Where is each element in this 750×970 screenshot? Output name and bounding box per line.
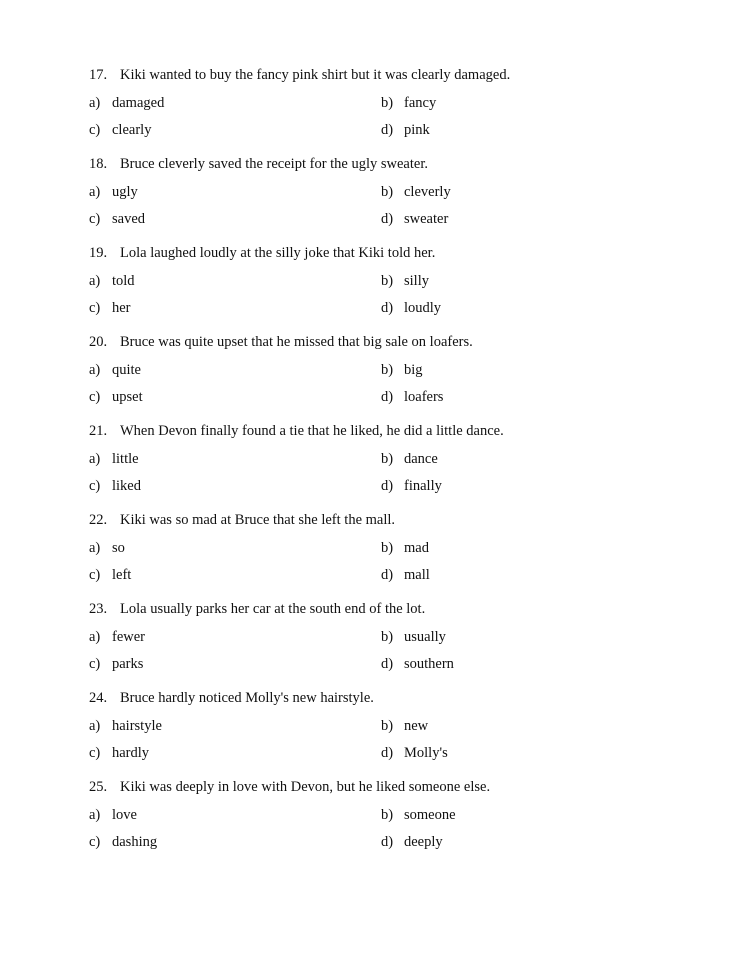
question-line bbox=[89, 66, 689, 84]
option-row bbox=[89, 299, 689, 317]
option-row bbox=[89, 121, 689, 139]
option-row bbox=[89, 833, 689, 851]
question-number: 18. bbox=[89, 156, 108, 172]
question-sentence: Kiki was so mad at Bruce that she left the mall. bbox=[120, 512, 396, 528]
question-number: 23. bbox=[89, 601, 108, 617]
option-a[interactable]: a) told bbox=[89, 273, 135, 289]
option-a[interactable]: a) ugly bbox=[89, 184, 138, 200]
option-row bbox=[89, 477, 689, 495]
option-c[interactable]: c) hardly bbox=[89, 745, 150, 761]
question-25 bbox=[89, 778, 689, 851]
question-number: 24. bbox=[89, 690, 108, 706]
option-a[interactable]: a) hairstyle bbox=[89, 718, 162, 734]
question-line bbox=[89, 155, 689, 173]
option-row bbox=[89, 628, 689, 646]
question-line bbox=[89, 422, 689, 440]
option-a[interactable]: a) fewer bbox=[89, 629, 146, 645]
option-c[interactable]: c) dashing bbox=[89, 834, 158, 850]
option-d[interactable]: d) Molly's bbox=[381, 745, 448, 761]
option-b[interactable]: b) mad bbox=[381, 540, 429, 556]
question-sentence: Kiki was deeply in love with Devon, but he liked someone else. bbox=[120, 779, 491, 795]
question-number: 22. bbox=[89, 512, 108, 528]
option-row bbox=[89, 566, 689, 584]
option-row bbox=[89, 717, 689, 735]
option-d[interactable]: d) loudly bbox=[381, 300, 442, 316]
option-a[interactable]: a) little bbox=[89, 451, 139, 467]
question-20 bbox=[89, 333, 689, 406]
question-line bbox=[89, 244, 689, 262]
question-sentence: Lola laughed loudly at the silly joke that Kiki told her. bbox=[120, 245, 436, 261]
option-d[interactable]: d) pink bbox=[381, 122, 430, 138]
option-row bbox=[89, 94, 689, 112]
option-d[interactable]: d) sweater bbox=[381, 211, 449, 227]
option-d[interactable]: d) finally bbox=[381, 478, 442, 494]
option-row bbox=[89, 272, 689, 290]
question-sentence: Bruce was quite upset that he missed that big sale on loafers. bbox=[120, 334, 473, 350]
question-23 bbox=[89, 600, 689, 673]
question-line bbox=[89, 333, 689, 351]
option-c[interactable]: c) saved bbox=[89, 211, 146, 227]
question-sentence: When Devon finally found a tie that he liked, he did a little dance. bbox=[120, 423, 504, 439]
option-c[interactable]: c) clearly bbox=[89, 122, 152, 138]
option-a[interactable]: a) quite bbox=[89, 362, 141, 378]
question-number: 20. bbox=[89, 334, 108, 350]
option-b[interactable]: b) someone bbox=[381, 807, 456, 823]
option-d[interactable]: d) loafers bbox=[381, 389, 444, 405]
question-line bbox=[89, 778, 689, 796]
option-b[interactable]: b) new bbox=[381, 718, 429, 734]
question-line bbox=[89, 511, 689, 529]
option-d[interactable]: d) mall bbox=[381, 567, 430, 583]
option-b[interactable]: b) big bbox=[381, 362, 423, 378]
question-17 bbox=[89, 66, 689, 139]
option-row bbox=[89, 183, 689, 201]
option-row bbox=[89, 361, 689, 379]
option-a[interactable]: a) love bbox=[89, 807, 137, 823]
option-row bbox=[89, 744, 689, 762]
option-row bbox=[89, 450, 689, 468]
option-b[interactable]: b) silly bbox=[381, 273, 429, 289]
question-sentence: Lola usually parks her car at the south end of the lot. bbox=[120, 601, 426, 617]
question-21 bbox=[89, 422, 689, 495]
option-d[interactable]: d) southern bbox=[381, 656, 454, 672]
option-row bbox=[89, 210, 689, 228]
option-row bbox=[89, 806, 689, 824]
question-number: 25. bbox=[89, 779, 108, 795]
question-line bbox=[89, 600, 689, 618]
question-24 bbox=[89, 689, 689, 762]
option-c[interactable]: c) parks bbox=[89, 656, 144, 672]
option-d[interactable]: d) deeply bbox=[381, 834, 443, 850]
option-row bbox=[89, 539, 689, 557]
question-18 bbox=[89, 155, 689, 228]
option-row bbox=[89, 655, 689, 673]
question-number: 19. bbox=[89, 245, 108, 261]
option-c[interactable]: c) liked bbox=[89, 478, 141, 494]
question-sentence: Kiki wanted to buy the fancy pink shirt but it was clearly damaged. bbox=[120, 67, 511, 83]
question-line bbox=[89, 689, 689, 707]
option-c[interactable]: c) her bbox=[89, 300, 131, 316]
question-number: 17. bbox=[89, 67, 108, 83]
option-a[interactable]: a) so bbox=[89, 540, 125, 556]
option-a[interactable]: a) damaged bbox=[89, 95, 165, 111]
question-number: 21. bbox=[89, 423, 108, 439]
question-sentence: Bruce cleverly saved the receipt for the ugly sweater. bbox=[120, 156, 428, 172]
option-b[interactable]: b) cleverly bbox=[381, 184, 451, 200]
option-b[interactable]: b) fancy bbox=[381, 95, 437, 111]
question-sentence: Bruce hardly noticed Molly's new hairstyle. bbox=[120, 690, 374, 706]
option-row bbox=[89, 388, 689, 406]
option-c[interactable]: c) left bbox=[89, 567, 132, 583]
option-c[interactable]: c) upset bbox=[89, 389, 143, 405]
question-19 bbox=[89, 244, 689, 317]
option-b[interactable]: b) usually bbox=[381, 629, 446, 645]
question-22 bbox=[89, 511, 689, 584]
option-b[interactable]: b) dance bbox=[381, 451, 438, 467]
